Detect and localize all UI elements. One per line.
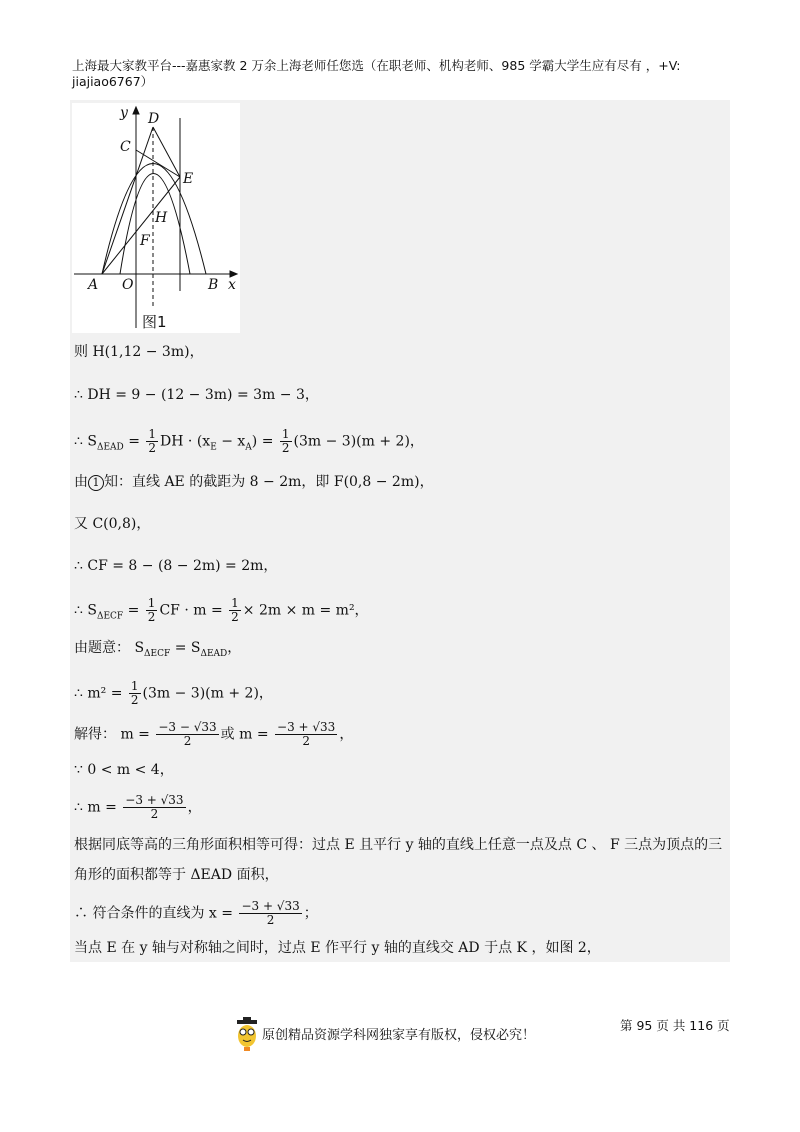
figure-caption: 图1 bbox=[142, 313, 167, 331]
line-intercept: 由 1 知：直线 AE 的截距为 8 − 2m，即 F(0,8 − 2m)， bbox=[74, 474, 434, 490]
fraction-root-a: $\frac{-3 - √33}{2}$ bbox=[158, 720, 217, 748]
line-m-value: ∴ m = $\frac{-3 + √33}{2}$ ， bbox=[74, 793, 202, 821]
line-ae bbox=[102, 177, 180, 274]
label-h: H bbox=[155, 210, 168, 226]
mascot-logo-icon bbox=[234, 1016, 260, 1052]
line-solutions: 解得： m = $\frac{-3 - √33}{2}$ 或 m = $\frac{-3 + √33}{2}$ ， bbox=[74, 720, 354, 748]
solution-content bbox=[70, 100, 730, 962]
line-dh: ∴ DH = 9 − (12 − 3m) = 3m − 3， bbox=[74, 387, 319, 403]
fraction-half: $\frac{1}{2}$ bbox=[281, 427, 290, 455]
line-equation: ∴ m² = $\frac{1}{2}$ (3m − 3)(m + 2)， bbox=[74, 679, 273, 707]
fraction-half: $\frac{1}{2}$ bbox=[130, 679, 139, 707]
parabola-diagram bbox=[72, 103, 240, 333]
line-h: 则 H(1,12 − 3m)， bbox=[74, 344, 204, 360]
circled-one: 1 bbox=[88, 475, 104, 491]
line-condition: 由题意： $S_{\Delta ECF} = S_{\Delta EAD}$， bbox=[74, 640, 242, 659]
label-x: x bbox=[228, 277, 236, 293]
fraction-root-b: $\frac{-3 + √33}{2}$ bbox=[241, 899, 300, 927]
label-a: A bbox=[88, 277, 99, 293]
header-line-1: 上海最大家教平台---嘉惠家教 2 万余上海老师任您选（在职老师、机构老师、985 学霸大学生应有尽有 ，+V: bbox=[72, 58, 681, 73]
label-d: D bbox=[148, 111, 160, 127]
label-y: y bbox=[120, 105, 128, 121]
page-header bbox=[72, 58, 732, 90]
paragraph-reasoning: 根据同底等高的三角形面积相等可得：过点 E 且平行 y 轴的直线上任意一点及点 C 、 F 三点为顶点的三角形的面积都等于 ΔEAD 面积， bbox=[74, 837, 723, 883]
label-o: O bbox=[122, 277, 134, 293]
page-number: 第 95 页 共 116 页 bbox=[620, 1018, 730, 1033]
fraction-half: $\frac{1}{2}$ bbox=[148, 427, 157, 455]
line-cf: ∴ CF = 8 − (8 − 2m) = 2m， bbox=[74, 558, 278, 574]
copyright-notice: 原创精品资源学科网独家享有版权，侵权必究！ bbox=[262, 1028, 536, 1043]
line-c: 又 C(0,8)， bbox=[74, 516, 151, 532]
label-e: E bbox=[183, 171, 194, 187]
line-result: ∴ 符合条件的直线为 x = $\frac{-3 + √33}{2}$ ； bbox=[74, 899, 318, 927]
y-axis-arrow bbox=[133, 107, 139, 114]
label-f: F bbox=[140, 233, 150, 249]
label-b: B bbox=[208, 277, 219, 293]
label-c: C bbox=[120, 139, 131, 155]
fraction-half: $\frac{1}{2}$ bbox=[147, 596, 156, 624]
fraction-root-b: $\frac{-3 + √33}{2}$ bbox=[125, 793, 184, 821]
paragraph-next-case: 当点 E 在 y 轴与对称轴之间时，过点 E 作平行 y 轴的直线交 AD 于点 K ，如图 2， bbox=[74, 940, 601, 956]
line-ce bbox=[136, 150, 180, 177]
header-line-2: jiajiao6767） bbox=[72, 74, 154, 89]
fraction-half: $\frac{1}{2}$ bbox=[231, 596, 239, 624]
fraction-root-b: $\frac{-3 + √33}{2}$ bbox=[277, 720, 336, 748]
line-s-ecf: ∴ $S_{\Delta ECF}$ = $\frac{1}{2}$ CF · m = $\frac{1}{2}$ × 2m × m = m²， bbox=[74, 596, 369, 624]
figure-1 bbox=[72, 103, 240, 333]
line-s-ead: ∴ $S_{\Delta EAD}$ = $\frac{1}{2}$ DH · $(x_E - x_A)$ = $\frac{1}{2}$ (3m − 3)(m + 2)， bbox=[74, 427, 424, 455]
line-de bbox=[153, 127, 180, 177]
line-range: ∵ 0 < m < 4， bbox=[74, 762, 174, 778]
